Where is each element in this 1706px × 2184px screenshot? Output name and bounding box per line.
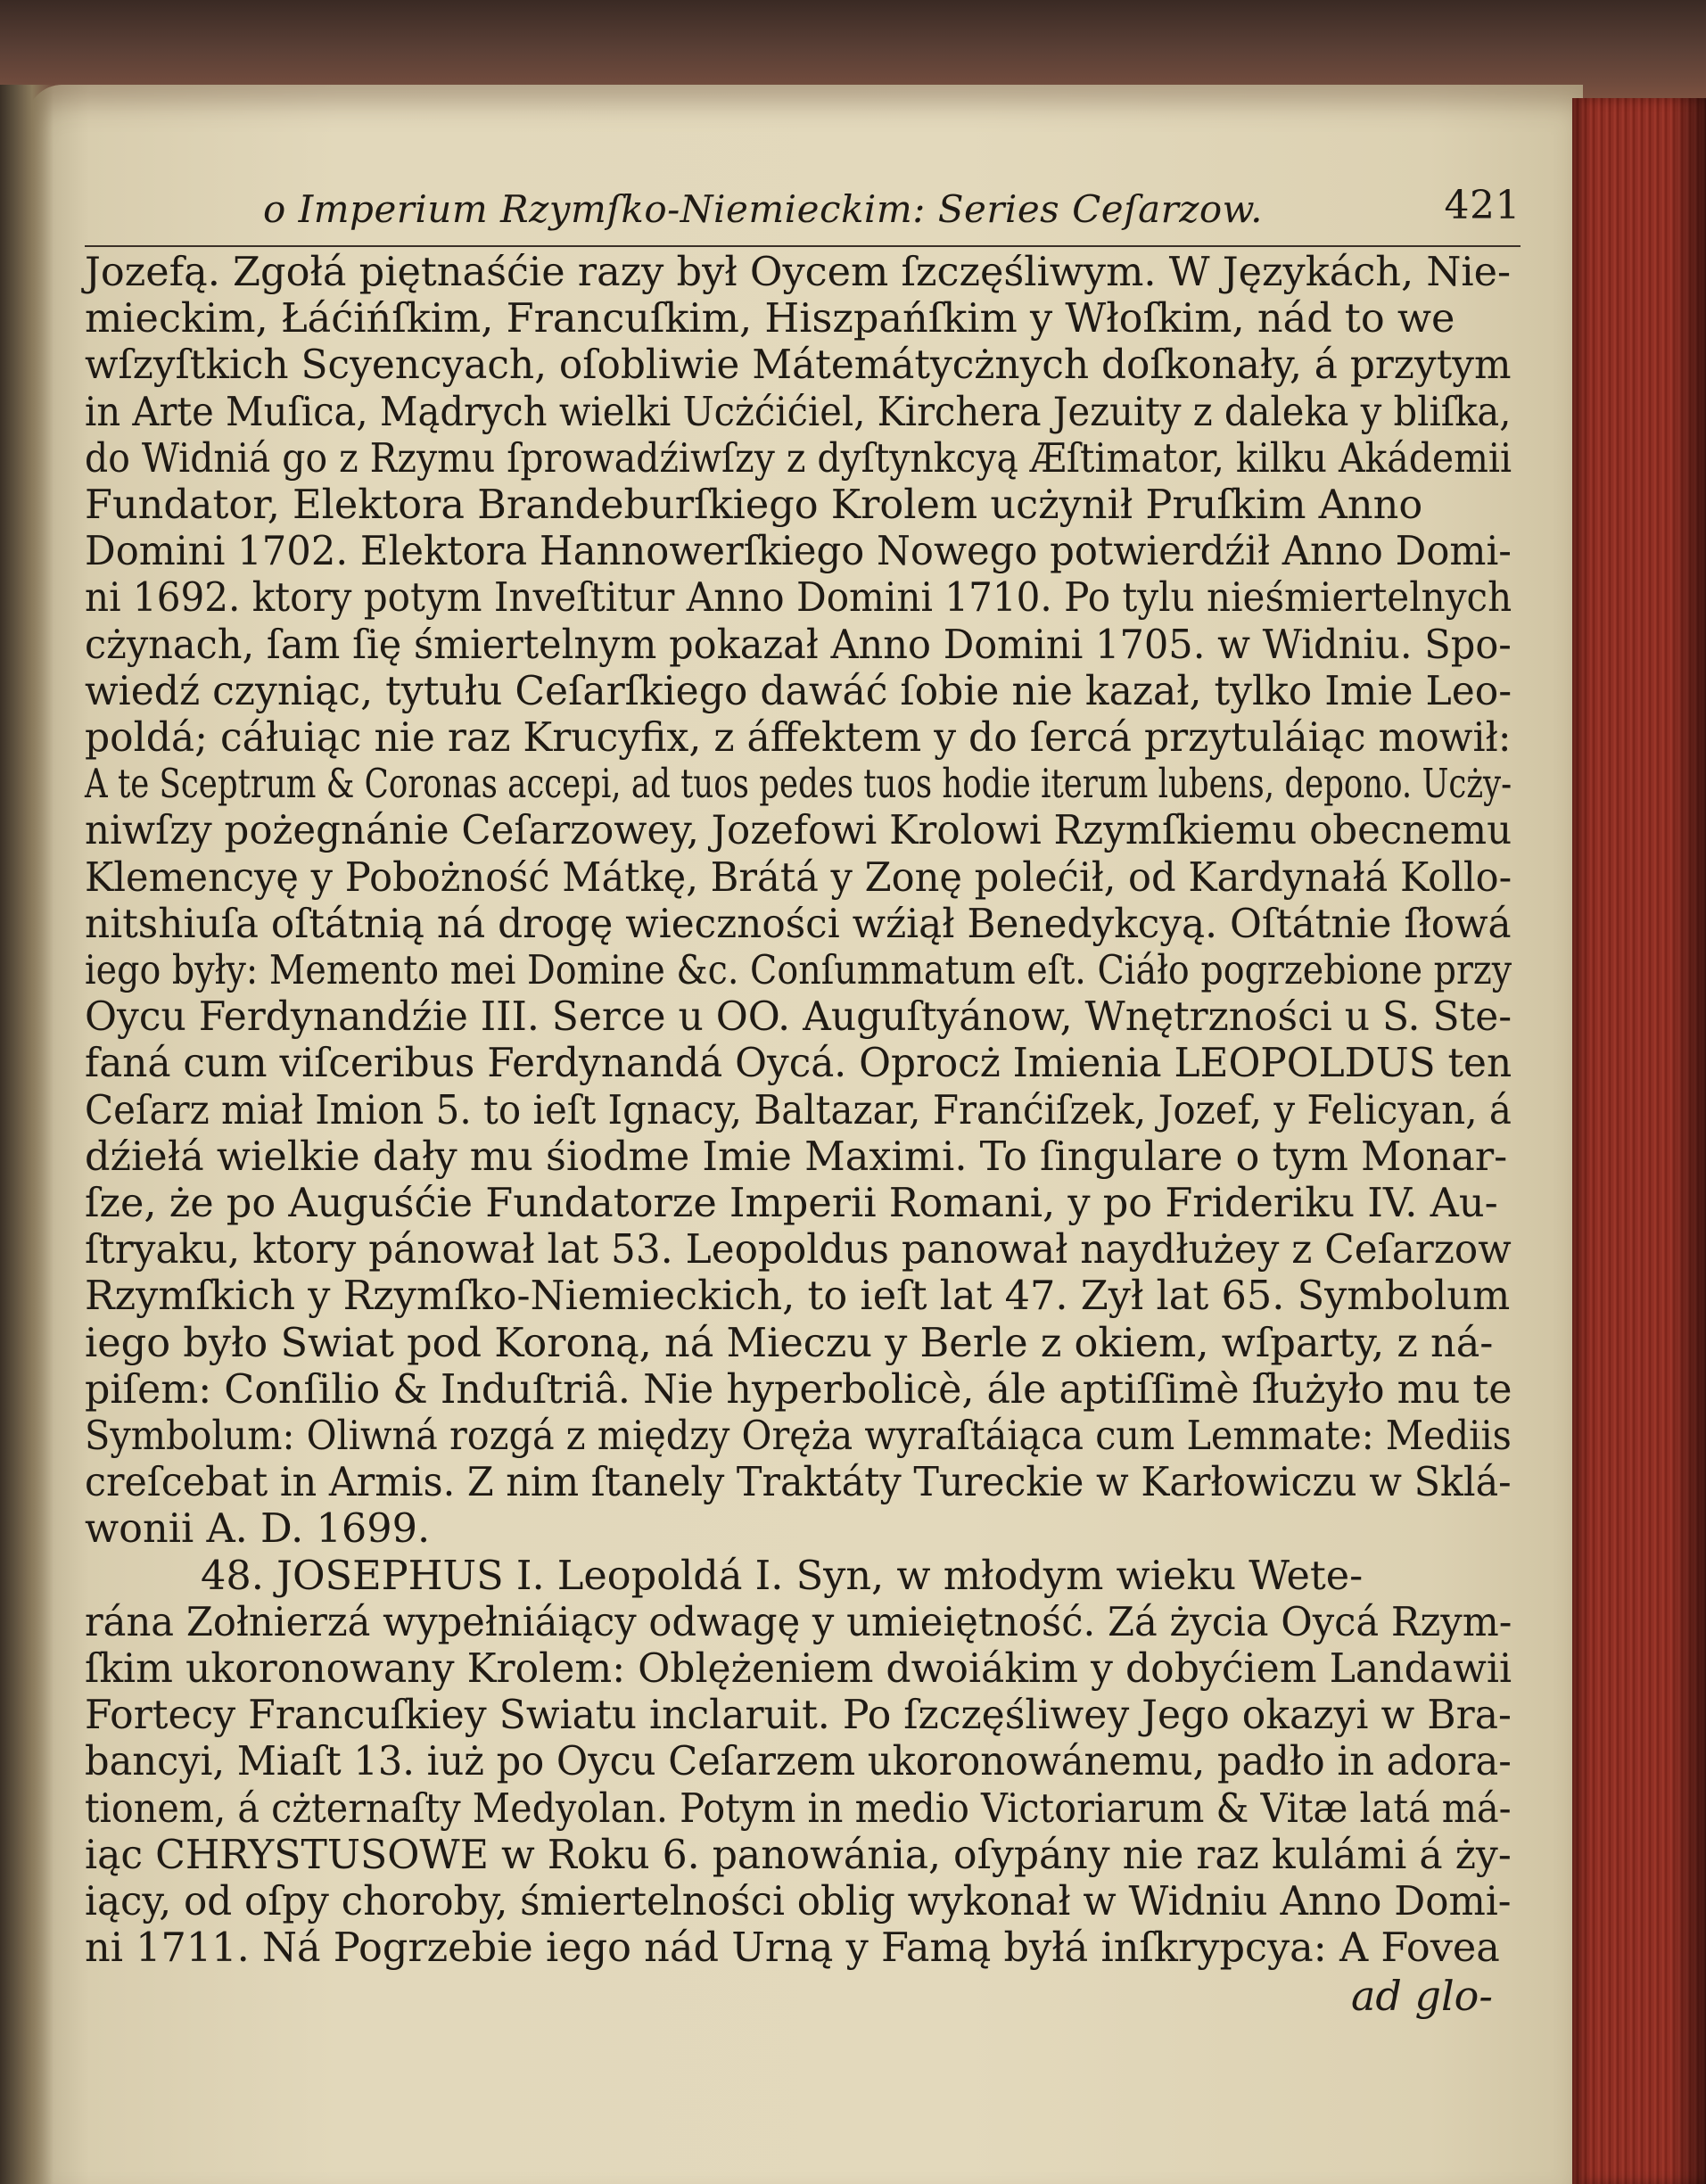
text-line: faná cum viſceribus Ferdynandá Oycá. Oprocż Imienia LEOPOLDUS ten [85,1040,1512,1087]
page-number: 421 [1444,183,1521,228]
spine-shadow [0,85,54,2184]
text-line: nitshiuſa oſtátnią ná drogę wieczności wźiął Benedykcyą. Oſtátnie ſłowá [85,900,1512,947]
text-line: A te Sceptrum & Coronas accepi, ad tuos pedes tuos hodie iterum lubens, depono. Ucży- [85,761,1512,808]
text-line: Fortecy Francuſkiey Swiatu inclaruit. Po ſzczęśliwey Jego okazyi w Bra- [85,1692,1512,1739]
text-line: iego były: Memento mei Domine &c. Conſummatum eſt. Ciáło pogrzebione przy [85,947,1512,993]
text-line: creſcebat in Armis. Z nim ſtanely Traktáty Tureckie w Karłowiczu w Sklá- [85,1459,1512,1506]
text-line: ſkim ukoronowany Krolem: Oblężeniem dwoiákim y dobyćiem Landawii [85,1645,1512,1692]
text-line: Oycu Ferdynandźie III. Serce u OO. Auguſtyánow, Wnętrzności u S. Ste- [85,993,1512,1041]
text-line: wiedź czyniąc, tytułu Ceſarſkiego dawáć ſobie nie kazał, tylko Imie Leo- [85,667,1512,714]
text-line: in Arte Muſica, Mądrych wielki Ucżćićiel, Kirchera Jezuity z daleka y bliſka, [85,388,1512,435]
text-line: iego było Swiat pod Koroną, ná Mieczu y Berle z okiem, wſparty, z ná- [85,1319,1494,1366]
text-line: ni 1692. ktory potym Inveſtitur Anno Domini 1710. Po tylu nieśmiertelnych [85,574,1512,622]
text-line: Symbolum: Oliwná rozgá z między Oręża wyraſtáiąca cum Lemmate: Mediis [85,1413,1512,1459]
text-line: bancyi, Miaſt 13. iuż po Oycu Ceſarzem ukoronowánemu, padło in adora- [85,1738,1512,1785]
text-line: ſze, że po Auguśćie Fundatorze Imperii Romani, y po Frideriku IV. Au- [85,1180,1498,1226]
text-line: tionem, á cżternaſty Medyolan. Potym in medio Victoriarum & Vitæ latá má- [85,1784,1512,1832]
text-line: mieckim, Łáćińſkim, Francuſkim, Hiszpańſkim y Włoſkim, nád to we [85,295,1455,342]
text-line: dźiełá wielkie dały mu śiodme Imie Maximi. To ſingulare o tym Monar- [85,1133,1508,1180]
text-line: wonii A. D. 1699. [85,1505,431,1553]
text-line: iąc CHRYSTUSOWE w Roku 6. panowánia, oſypány nie raz kulámi á ży- [85,1831,1512,1878]
text-block [85,183,1547,2021]
text-line: rána Zołnierzá wypełniáiący odwagę y umieiętność. Zá życia Oycá Rzym- [85,1598,1512,1645]
text-line: Domini 1702. Elektora Hannowerſkiego Nowego potwierdźił Anno Domi- [85,528,1512,575]
text-line: Ceſarz miał Imion 5. to ieſt Ignacy, Baltazar, Franćiſzek, Jozef, y Felicyan, á [85,1086,1512,1133]
text-line: wſzyſtkich Scyencyach, oſobliwie Mátemátycżnych doſkonały, á przytym [85,342,1512,389]
running-header [85,183,1521,247]
text-line: Jozefą. Zgołá piętnaśćie razy był Oycem ſzczęśliwym. W Językách, Nie- [85,249,1512,295]
text-line: piſem: Conſilio & Induſtriâ. Nie hyperbolicè, ále aptiſſimè ſłużyło mu te [85,1365,1512,1413]
running-title: o Imperium Rzymſko-Niemieckim: Series Ceſarzow. [263,187,1263,231]
text-line: Klemencyę y Pobożność Mátkę, Brátá y Zonę polećił, od Kardynałá Kollo- [85,853,1512,901]
catchword: ad glo- [1351,1972,1493,2021]
red-fore-edge [1572,98,1706,2184]
text-line: iący, od oſpy choroby, śmiertelności oblig wykonał w Widniu Anno Domi- [85,1878,1512,1924]
text-line: Rzymſkich y Rzymſko-Niemieckich, to ieſt lat 47. Zył lat 65. Symbolum [85,1273,1511,1320]
text-line: niwſzy pożegnánie Ceſarzowey, Jozefowi Krolowi Rzymſkiemu obecnemu [85,807,1512,854]
text-line: Fundator, Elektora Brandeburſkiego Krolem ucżynił Pruſkim Anno [85,482,1423,528]
text-line: ſtryaku, ktory pánował lat 53. Leopoldus panował naydłużey z Ceſarzow [85,1226,1512,1273]
text-line: do Widniá go z Rzymu ſprowadźiwſzy z dyſtynkcyą Æſtimator, kilku Akádemii [85,434,1512,482]
text-line: ni 1711. Ná Pogrzebie iego nád Urną y Famą byłá inſkrypcya: A Fovea [85,1924,1500,1972]
text-line: poldá; cáłuiąc nie raz Krucyfix, z áffektem y do ſercá przytuláiąc mowił: [85,714,1512,761]
text-line: 48. JOSEPHUS I. Leopoldá I. Syn, w młodym wieku Wete- [201,1552,1364,1599]
text-line: cżynach, ſam ſię śmiertelnym pokazał Anno Domini 1705. w Widniu. Spo- [85,621,1512,668]
